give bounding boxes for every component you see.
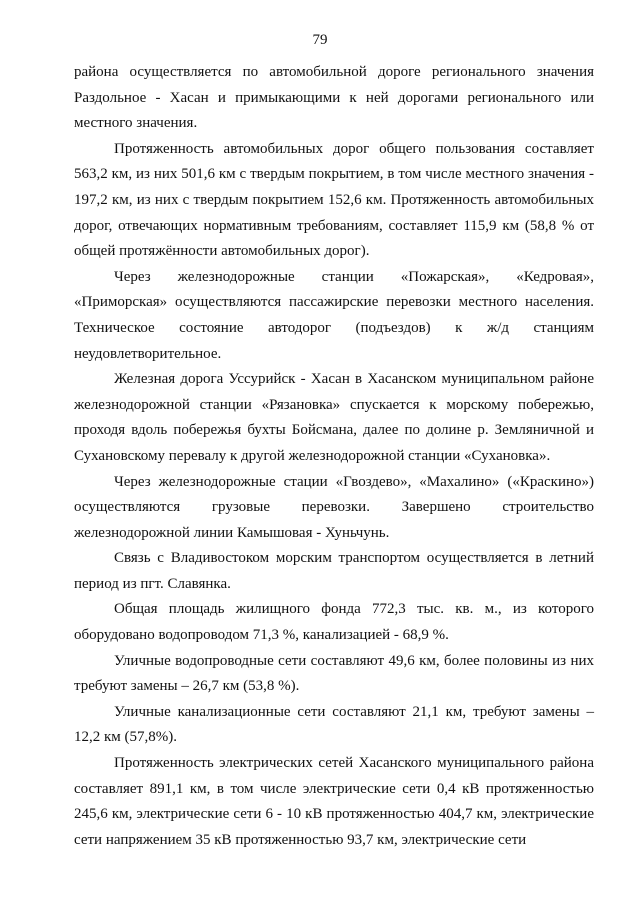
paragraph-electric-networks: Протяженность электрических сетей Хасанского муниципального района составляет 891,1 км, в том числе электрические сети 0,4 кВ протяженностью 245,6 км, электрические сети 6 - 10 кВ протяженностью 404,7 км, электрические сети напряжением 35 кВ протяженностью 93,7 км, электрические сети: [74, 755, 594, 848]
paragraph-sewer-networks: Уличные канализационные сети составляют 21,1 км, требуют замены – 12,2 км (57,8%).: [74, 703, 594, 746]
paragraph-housing: Общая площадь жилищного фонда 772,3 тыс. кв. м., из которого оборудовано водопроводом 71,3 %, канализацией - 68,9 %.: [74, 601, 594, 644]
paragraph-sea-transport: Связь с Владивостоком морским транспортом осуществляется в летний период из пгт. Славянка.: [74, 550, 594, 592]
paragraph-roads-length: Протяженность автомобильных дорог общего пользования составляет 563,2 км, из них 501,6 км с твердым покрытием, в том числе местного значения - 197,2 км, из них с твердым покрытием 152,6 км. Протяженность автомобильных дорог, отвечающих нормативным требованиям, составляет 115,9 км (58,8 % от общей протяжённости автомобильных дорог).: [74, 140, 594, 260]
page-number: 79: [312, 32, 328, 48]
paragraph-water-networks: Уличные водопроводные сети составляют 49,6 км, более половины из них требуют замены – 26,7 км (53,8 %).: [74, 652, 594, 695]
paragraph-railway-route: Железная дорога Уссурийск - Хасан в Хасанском муниципальном районе железнодорожной станции «Рязановка» спускается к морскому побережью, проходя вдоль побережья бухты Бойсмана, далее по долине р. Земляничной и Сухановскому перевалу к другой железнодорожной станции «Сухановка».: [74, 371, 594, 464]
paragraph-railway-stations: Через железнодорожные станции «Пожарская», «Кедровая», «Приморская» осуществляются пассажирские перевозки местного населения. Техническое состояние автодорог (подъездов) к ж/д станциям неудовлетворительное.: [74, 268, 594, 362]
paragraph-continuation: района осуществляется по автомобильной дороге регионального значения Раздольное - Хасан и примыкающими к ней дорогами регионального или местного значения.: [74, 64, 594, 132]
body-text: [74, 60, 594, 853]
paragraph-freight: Через железнодорожные стации «Гвоздево», «Махалино» («Краскино») осуществляются грузовые перевозки. Завершено строительство железнодорожной линии Камышовая - Хуньчунь.: [74, 473, 594, 541]
